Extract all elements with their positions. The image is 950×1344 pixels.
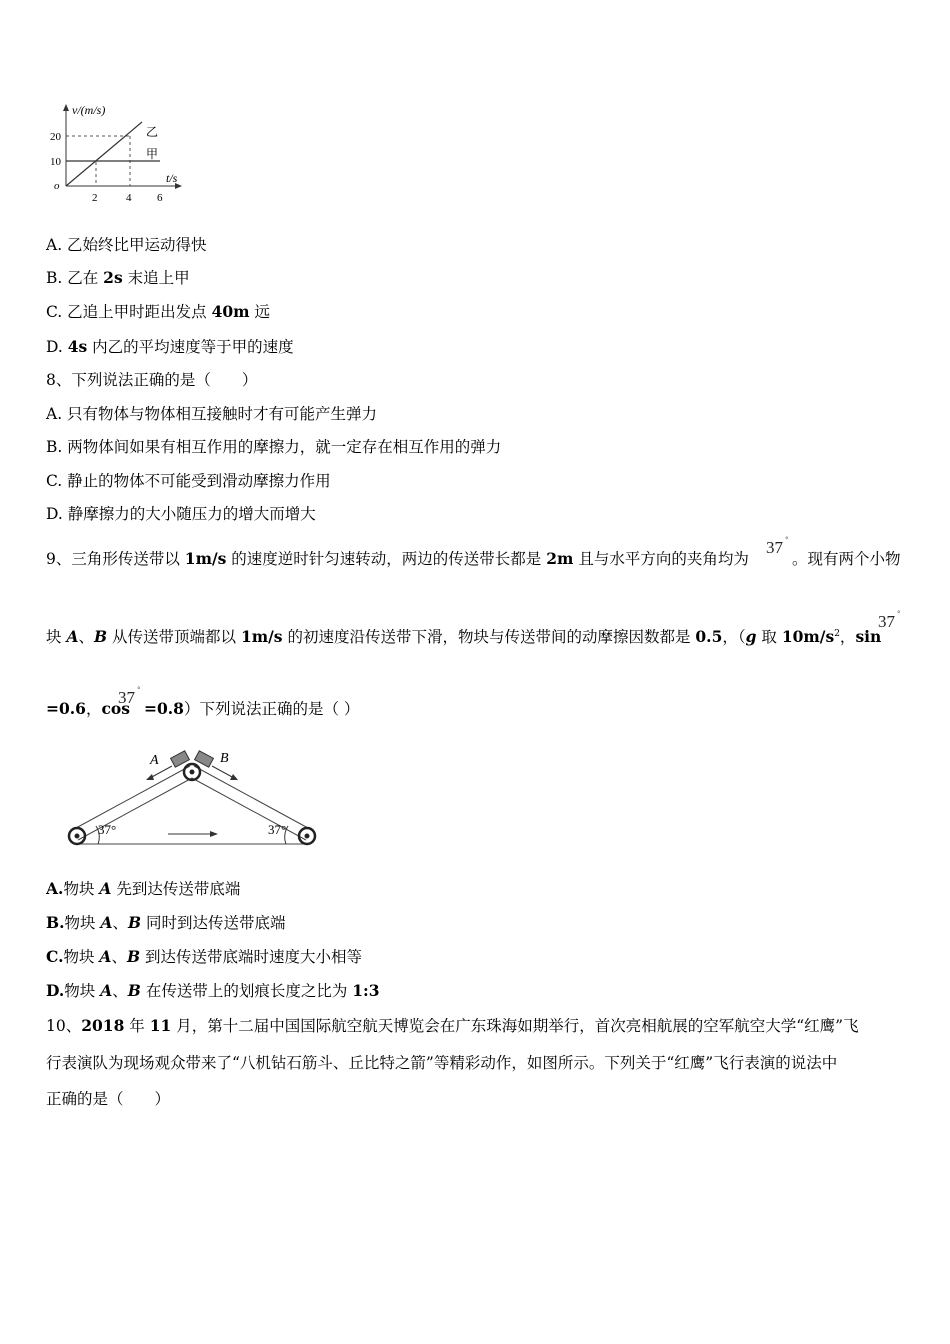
q9-deg-3: ° xyxy=(137,686,141,694)
fig-label-b: B xyxy=(220,751,229,766)
graph-ytick-20: 20 xyxy=(50,131,61,143)
graph-origin: o xyxy=(54,180,60,192)
fig-angle-right: 37° xyxy=(268,822,287,837)
q9-angle-3: 37 xyxy=(118,688,135,707)
q9-angle-1: 37 xyxy=(766,538,783,557)
graph-xtick-4: 4 xyxy=(126,192,132,204)
q7-option-b: B. 乙在 2s 末追上甲 xyxy=(46,268,190,287)
q7-option-d: D. 4s 内乙的平均速度等于甲的速度 xyxy=(46,337,294,356)
q9-option-c: C.物块 A、B 到达传送带底端时速度大小相等 xyxy=(46,947,362,966)
q9-angle-2: 37 xyxy=(878,612,895,631)
q9-line-3b: =0.8）下列说法正确的是（ ） xyxy=(144,699,360,718)
graph-xlabel: t/s xyxy=(166,171,178,185)
graph-xtick-6: 6 xyxy=(157,192,163,204)
q7-option-c: C. 乙追上甲时距出发点 40m 远 xyxy=(46,302,271,321)
q8-option-c: C. 静止的物体不可能受到滑动摩擦力作用 xyxy=(46,472,331,490)
q10-line-3: 正确的是（ ） xyxy=(46,1090,171,1108)
q10-line-2: 行表演队为现场观众带来了“八机钻石筋斗、丘比特之箭”等精彩动作，如图所示。下列关于“红鹰”飞行表演的说法中 xyxy=(46,1054,838,1072)
q10-line-1: 10、2018 年 11 月，第十二届中国国际航空航天博览会在广东珠海如期举行，首次亮相航展的空军航空大学“红鹰”飞 xyxy=(46,1016,859,1035)
conveyor-belt-figure xyxy=(60,740,330,855)
fig-label-a: A xyxy=(150,753,159,768)
q8-option-a: A. 只有物体与物体相互接触时才有可能产生弹力 xyxy=(46,405,378,423)
q9-option-b: B.物块 A、B 同时到达传送带底端 xyxy=(46,913,286,932)
fig-angle-left: 37° xyxy=(98,822,117,837)
velocity-time-graph xyxy=(50,100,200,210)
q9-deg-1: ° xyxy=(785,536,789,544)
q9-option-d: D.物块 A、B 在传送带上的划痕长度之比为 1:3 xyxy=(46,981,380,1000)
q8-stem: 8、下列说法正确的是（ ） xyxy=(46,371,258,389)
yi-line xyxy=(66,122,142,186)
q9-line-1-end: 。现有两个小物 xyxy=(792,550,901,568)
graph-label-yi: 乙 xyxy=(146,125,159,139)
q9-line-3a: =0.6，cos xyxy=(46,699,130,718)
graph-xtick-2: 2 xyxy=(92,192,98,204)
q9-option-a: A.物块 A 先到达传送带底端 xyxy=(46,879,241,898)
q7-option-a: A. 乙始终比甲运动得快 xyxy=(46,236,207,254)
graph-label-jia: 甲 xyxy=(146,147,159,161)
q8-option-d: D. 静摩擦力的大小随压力的增大而增大 xyxy=(46,505,316,523)
q9-line-1: 9、三角形传送带以 1m/s 的速度逆时针匀速转动，两边的传送带长都是 2m 且与水平方向的夹角均为 xyxy=(46,549,749,568)
q8-option-b: B. 两物体间如果有相互作用的摩擦力，就一定存在相互作用的弹力 xyxy=(46,438,502,456)
graph-ytick-10: 10 xyxy=(50,156,61,168)
q9-deg-2: ° xyxy=(897,610,901,618)
q9-line-2: 块 A、B 从传送带顶端都以 1m/s 的初速度沿传送带下滑，物块与传送带间的动摩擦因数都是 0.5，（g 取 $10m/s^2$，sin xyxy=(46,627,882,647)
graph-ylabel: v/(m/s) xyxy=(72,103,106,117)
